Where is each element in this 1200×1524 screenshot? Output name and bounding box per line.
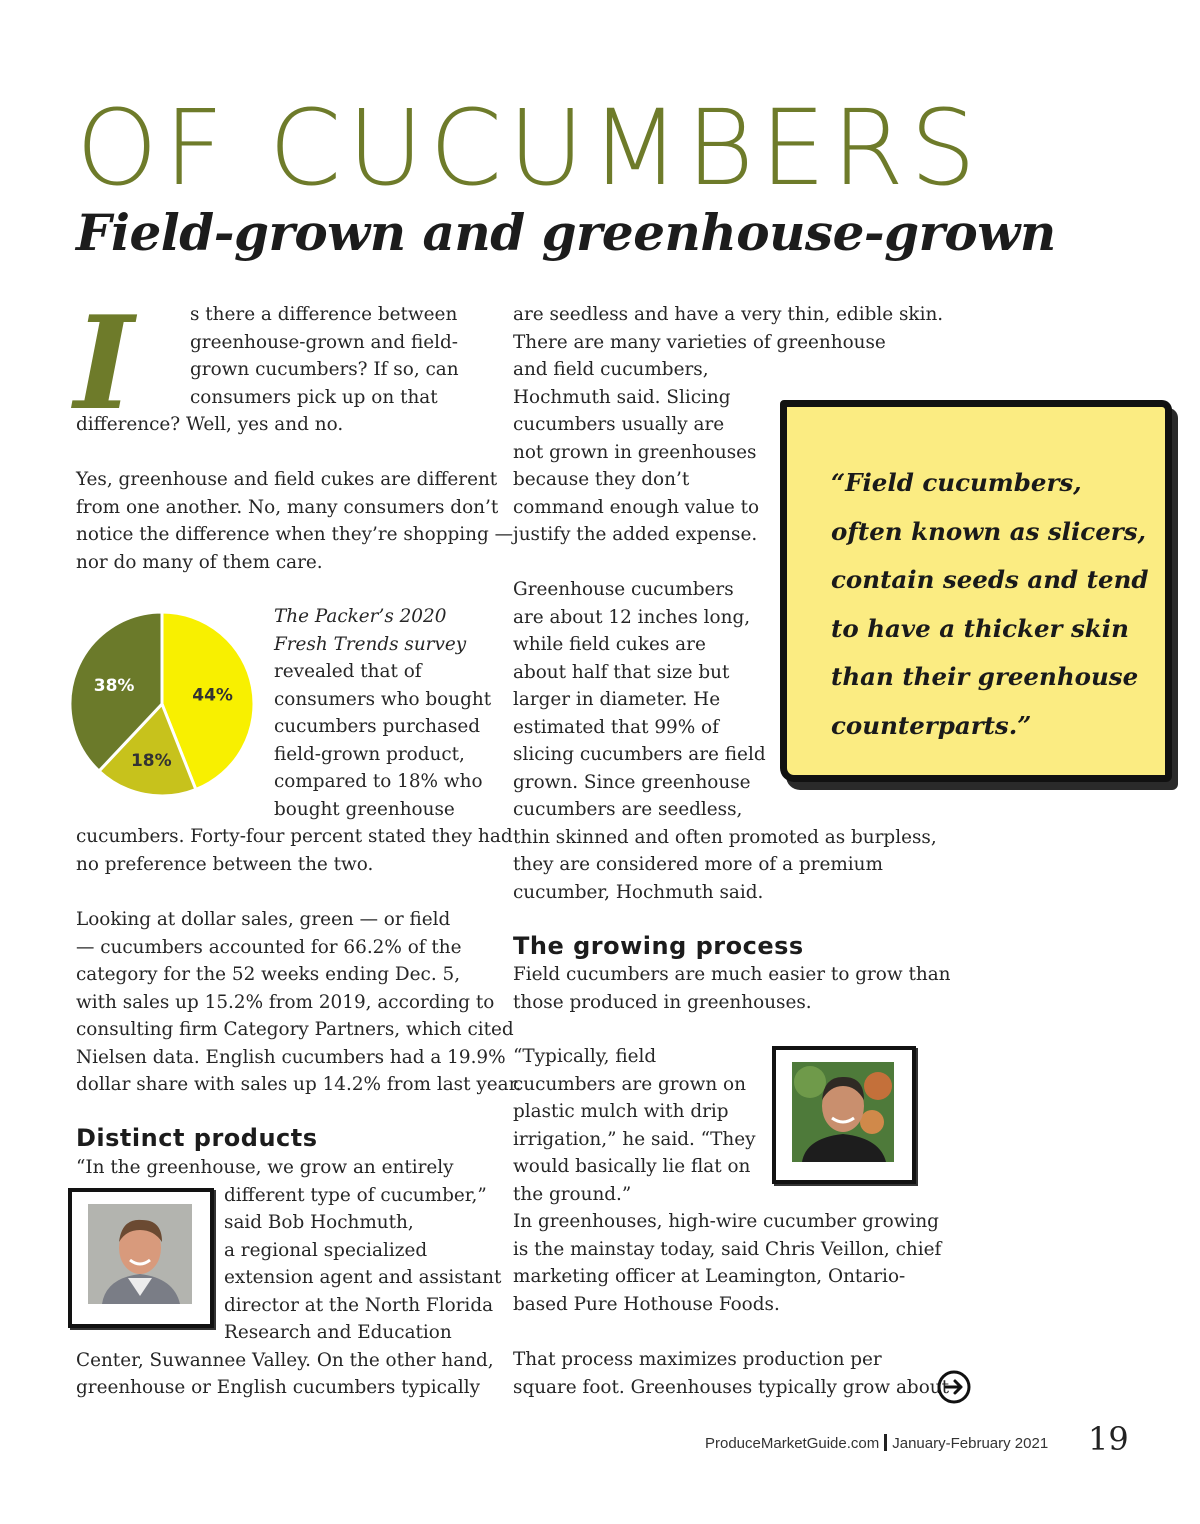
text-line: irrigation,” he said. “They xyxy=(513,1128,756,1150)
text-line: different type of cucumber,” xyxy=(224,1184,487,1206)
col2-paragraph-3 xyxy=(513,961,951,1016)
text-line: cucumbers. Forty-four percent stated they had xyxy=(76,826,513,847)
heading-distinct-products: Distinct products xyxy=(76,1124,318,1152)
text-line: are about 12 inches long, xyxy=(513,606,751,628)
text-line: based Pure Hothouse Foods. xyxy=(513,1293,780,1315)
text-line: counterparts.” xyxy=(831,710,1032,740)
text-line: greenhouse or English cucumbers typically xyxy=(76,1377,481,1398)
page-title: OF CUCUMBERS xyxy=(76,87,983,209)
text-line: square foot. Greenhouses typically grow about xyxy=(513,1376,949,1398)
text-line: Nielsen data. English cucumbers had a 19.9% xyxy=(76,1046,506,1068)
footer-issue: January-February 2021 xyxy=(892,1435,1049,1452)
text-line: the ground.” xyxy=(513,1183,632,1205)
text-line: The Packer’s 2020 xyxy=(274,606,447,627)
drop-cap: I xyxy=(74,289,134,439)
text-line: they are considered more of a premium xyxy=(513,854,883,875)
text-line: director at the North Florida xyxy=(224,1294,494,1316)
page-footer xyxy=(705,1434,1048,1452)
footer-site: ProduceMarketGuide.com xyxy=(705,1435,880,1452)
text-line: revealed that of xyxy=(274,661,422,682)
text-line: cucumbers purchased xyxy=(274,716,481,737)
text-line: Research and Education xyxy=(224,1322,452,1343)
text-line: notice the difference when they’re shopping — xyxy=(76,524,514,545)
text-line: cucumbers usually are xyxy=(513,414,725,435)
pull-quote-box xyxy=(780,400,1172,782)
text-line: “Field cucumbers, xyxy=(831,468,1082,497)
text-line: Yes, greenhouse and field cukes are different xyxy=(76,469,498,490)
text-line: justify the added expense. xyxy=(513,524,758,545)
text-line: thin skinned and often promoted as burpless, xyxy=(513,826,937,848)
text-line: field-grown product, xyxy=(274,743,465,765)
page-number: 19 xyxy=(1088,1420,1129,1458)
text-line: greenhouse-grown and field- xyxy=(190,331,458,353)
text-line: contain seeds and tend xyxy=(831,565,1149,594)
text-line: category for the 52 weeks ending Dec. 5, xyxy=(76,964,461,985)
col2-paragraph-5 xyxy=(513,1346,949,1401)
text-line: consumers pick up on that xyxy=(190,386,438,408)
text-line: often known as slicers, xyxy=(831,516,1147,546)
text-line: are seedless and have a very thin, edible skin. xyxy=(513,304,944,325)
text-line: a regional specialized xyxy=(224,1239,428,1261)
text-line: s there a difference between xyxy=(190,304,458,325)
text-line: Greenhouse cucumbers xyxy=(513,579,734,600)
paragraph-3 xyxy=(76,603,513,878)
continue-arrow-icon[interactable] xyxy=(936,1369,972,1405)
text-line: — cucumbers accounted for 66.2% of the xyxy=(76,936,462,958)
text-line: “Typically, field xyxy=(513,1046,657,1067)
text-line: dollar share with sales up 14.2% from last year. xyxy=(76,1074,522,1095)
heading-growing-process: The growing process xyxy=(513,932,804,960)
paragraph-4 xyxy=(76,906,521,1099)
text-line: nor do many of them care. xyxy=(76,551,323,573)
col2-paragraph-4 xyxy=(513,1043,941,1318)
text-line: There are many varieties of greenhouse xyxy=(513,331,886,353)
text-line: said Bob Hochmuth, xyxy=(224,1212,414,1233)
text-line: Looking at dollar sales, green — or field xyxy=(76,909,451,930)
page-subtitle: Field-grown and greenhouse-grown xyxy=(76,203,1056,262)
text-line: bought greenhouse xyxy=(274,798,455,820)
text-line: Fresh Trends survey xyxy=(274,633,467,655)
text-line: compared to 18% who xyxy=(274,771,483,792)
text-line: consulting firm Category Partners, which cited xyxy=(76,1019,514,1040)
text-line: “In the greenhouse, we grow an entirely xyxy=(76,1157,454,1178)
text-line: consumers who bought xyxy=(274,688,492,710)
text-line: Hochmuth said. Slicing xyxy=(513,386,731,408)
text-line: grown cucumbers? If so, can xyxy=(190,359,459,380)
text-line: marketing officer at Leamington, Ontario- xyxy=(513,1266,906,1287)
text-line: plastic mulch with drip xyxy=(513,1101,729,1122)
text-line: because they don’t xyxy=(513,469,690,490)
intro-paragraph xyxy=(74,289,459,439)
text-line: is the mainstay today, said Chris Veillon, chief xyxy=(513,1238,942,1260)
text-line: larger in diameter. He xyxy=(513,689,721,710)
text-line: cucumbers are grown on xyxy=(513,1073,746,1095)
text-line: cucumber, Hochmuth said. xyxy=(513,881,764,903)
text-line: with sales up 15.2% from 2019, according to xyxy=(76,991,495,1013)
text-line: not grown in greenhouses xyxy=(513,441,757,463)
text-line: no preference between the two. xyxy=(76,853,374,875)
pie-label-no-preference: 44% xyxy=(192,685,233,706)
text-line: from one another. No, many consumers don’t xyxy=(76,496,499,518)
text-line: In greenhouses, high-wire cucumber growing xyxy=(513,1211,939,1232)
paragraph-5 xyxy=(76,1154,501,1402)
text-line: while field cukes are xyxy=(513,634,706,655)
paragraph-2 xyxy=(76,466,513,576)
text-line: difference? Well, yes and no. xyxy=(76,414,344,435)
text-line: about half that size but xyxy=(513,661,730,683)
text-line: Center, Suwannee Valley. On the other hand, xyxy=(76,1349,494,1371)
pie-label-field-grown: 38% xyxy=(93,676,135,697)
text-line: That process maximizes production per xyxy=(513,1349,882,1370)
pie-label-greenhouse: 18% xyxy=(130,751,172,772)
text-line: extension agent and assistant xyxy=(224,1267,502,1288)
text-line: would basically lie flat on xyxy=(513,1156,751,1177)
text-line: estimated that 99% of xyxy=(513,716,719,738)
pull-quote-text xyxy=(831,459,1149,750)
text-line: to have a thicker skin xyxy=(831,613,1129,643)
text-line: than their greenhouse xyxy=(831,662,1139,691)
text-line: slicing cucumbers are field xyxy=(513,744,766,765)
text-line: those produced in greenhouses. xyxy=(513,991,812,1013)
text-line: Field cucumbers are much easier to grow than xyxy=(513,964,951,985)
text-line: and field cucumbers, xyxy=(513,359,709,380)
text-line: cucumbers are seedless, xyxy=(513,799,743,820)
text-line: command enough value to xyxy=(513,496,760,518)
text-line: grown. Since greenhouse xyxy=(513,771,751,793)
footer-divider xyxy=(884,1434,887,1451)
